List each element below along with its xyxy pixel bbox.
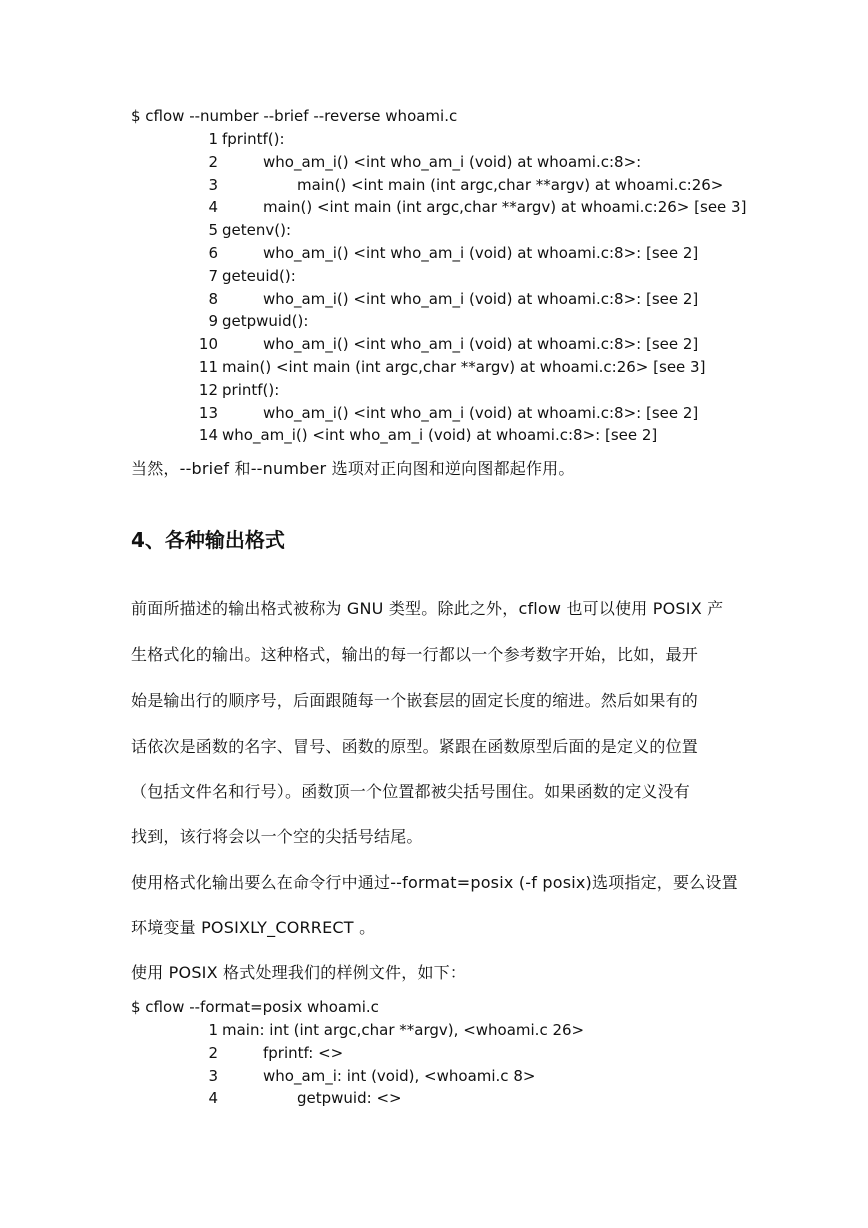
- code-line: geteuid():: [222, 266, 296, 285]
- paragraph-line: 话依次是函数的名字、冒号、函数的原型。紧跟在函数原型后面的是定义的位置: [131, 737, 699, 756]
- paragraph-line: 环境变量 POSIXLY_CORRECT 。: [131, 918, 376, 937]
- line-number: 11: [198, 358, 218, 376]
- section-heading: 4、各种输出格式: [131, 528, 285, 552]
- code-line: main() <int main (int argc,char **argv) at whoami.c:26> [see 3]: [263, 198, 747, 217]
- paragraph-line: （包括文件名和行号）。函数顶一个位置都被尖括号围住。如果函数的定义没有: [131, 782, 691, 801]
- line-number: 1: [208, 130, 218, 148]
- paragraph-line: 使用格式化输出要么在命令行中通过--format=posix (-f posix)选项指定，要么设置: [131, 873, 738, 892]
- line-number: 1: [208, 1021, 218, 1039]
- line-number: 14: [198, 426, 218, 445]
- line-number: 13: [198, 403, 218, 422]
- code-line: main() <int main (int argc,char **argv) at whoami.c:26> [see 3]: [222, 358, 706, 376]
- line-number: 4: [208, 1089, 218, 1108]
- code-line: who_am_i() <int who_am_i (void) at whoami.c:8>: [see 2]: [222, 426, 658, 445]
- line-number: 7: [208, 266, 218, 285]
- paragraph-line: 找到，该行将会以一个空的尖括号结尾。: [131, 827, 423, 846]
- code-line: fprintf: <>: [263, 1043, 344, 1062]
- code-line: main: int (int argc,char **argv), <whoami.c 26>: [222, 1021, 585, 1039]
- code-line: getpwuid():: [222, 312, 309, 331]
- code-line: getpwuid: <>: [297, 1089, 402, 1108]
- code-line: who_am_i() <int who_am_i (void) at whoami.c:8>:: [263, 152, 642, 171]
- line-number: 10: [198, 335, 218, 354]
- code-line: main() <int main (int argc,char **argv) at whoami.c:26>: [297, 175, 724, 194]
- code-line: who_am_i: int (void), <whoami.c 8>: [263, 1066, 536, 1085]
- example-intro: 使用 POSIX 格式处理我们的样例文件，如下：: [131, 963, 467, 982]
- line-number: 9: [208, 312, 218, 331]
- code-line: who_am_i() <int who_am_i (void) at whoami.c:8>: [see 2]: [263, 244, 699, 262]
- code-line: getenv():: [222, 221, 292, 240]
- command-line-2: $ cflow --format=posix whoami.c: [131, 998, 379, 1016]
- line-number: 3: [208, 1066, 218, 1085]
- code-line: who_am_i() <int who_am_i (void) at whoami.c:8>: [see 2]: [263, 335, 699, 354]
- note-paragraph: 当然，--brief 和--number 选项对正向图和逆向图都起作用。: [131, 459, 575, 478]
- line-number: 12: [198, 380, 218, 399]
- line-number: 2: [208, 152, 218, 171]
- paragraph-line: 始是输出行的顺序号，后面跟随每一个嵌套层的固定长度的缩进。然后如果有的: [131, 691, 699, 710]
- code-line: who_am_i() <int who_am_i (void) at whoami.c:8>: [see 2]: [263, 289, 699, 308]
- paragraph-line: 前面所描述的输出格式被称为 GNU 类型。除此之外，cflow 也可以使用 POSIX 产: [131, 599, 724, 618]
- code-line: who_am_i() <int who_am_i (void) at whoami.c:8>: [see 2]: [263, 403, 699, 422]
- line-number: 5: [208, 221, 218, 240]
- line-number: 4: [208, 198, 218, 217]
- line-number: 6: [208, 244, 218, 262]
- line-number: 2: [208, 1043, 218, 1062]
- code-line: fprintf():: [222, 130, 285, 148]
- line-number: 8: [208, 289, 218, 308]
- command-line-1: $ cflow --number --brief --reverse whoami.c: [131, 107, 458, 125]
- code-line: printf():: [222, 380, 280, 399]
- line-number: 3: [208, 175, 218, 194]
- paragraph-line: 生格式化的输出。这种格式，输出的每一行都以一个参考数字开始，比如，最开: [131, 645, 699, 664]
